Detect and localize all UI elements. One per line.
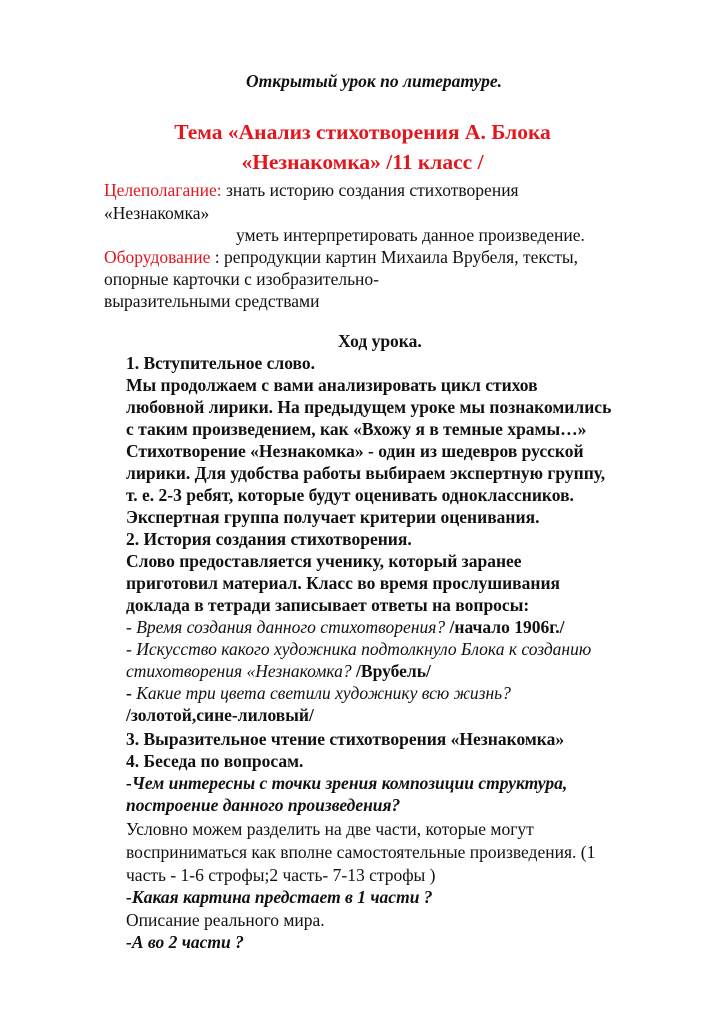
question-2-answer: /Врубель/ xyxy=(356,661,431,681)
goals-text-3: уметь интерпретировать данное произведение. xyxy=(236,225,585,245)
question-2-line-2 xyxy=(126,660,431,682)
section-4-title: 4. Беседа по вопросам. xyxy=(126,751,304,771)
section-2-line: Слово предоставляется ученику, который заранее xyxy=(126,551,522,571)
question-6: -А во 2 части ? xyxy=(126,932,244,952)
question-3-answer: /золотой,сине-лиловый/ xyxy=(126,705,314,725)
equipment-line-1 xyxy=(104,246,578,268)
equipment-text-3: выразительными средствами xyxy=(104,291,320,311)
answer-4-line: Условно можем разделить на две части, которые могут xyxy=(126,819,534,839)
section-1-title: 1. Вступительное слово. xyxy=(126,353,315,373)
goals-line-1 xyxy=(104,179,519,201)
equipment-text-2: опорные карточки с изобразительно- xyxy=(104,269,380,289)
question-1-text: - Время создания данного стихотворения? xyxy=(126,617,450,637)
goals-text-1: знать историю создания стихотворения xyxy=(221,180,519,200)
section-1-line: лирики. Для удобства работы выбираем экспертную группу, xyxy=(126,463,606,483)
question-4-line-1: -Чем интересны с точки зрения композиции структура, xyxy=(126,773,568,793)
page-title-line-1: Тема «Анализ стихотворения А. Блока xyxy=(174,120,551,144)
section-1-line: любовной лирики. На предыдущем уроке мы познакомились xyxy=(126,397,612,417)
page-title-line-2: «Незнакомка» /11 класс / xyxy=(241,150,484,174)
goals-text-2: «Незнакомка» xyxy=(104,203,210,223)
lesson-heading: Ход урока. xyxy=(338,331,422,351)
section-1-line: т. е. 2-3 ребят, которые будут оценивать одноклассников. xyxy=(126,485,574,505)
question-3 xyxy=(126,682,511,704)
answer-5: Описание реального мира. xyxy=(126,910,325,930)
section-3-title: 3. Выразительное чтение стихотворения «Незнакомка» xyxy=(126,729,565,749)
section-2-title: 2. История создания стихотворения. xyxy=(126,529,412,549)
question-4-line-2: построение данного произведения? xyxy=(126,795,401,815)
answer-4-line: часть - 1-6 строфы;2 часть- 7-13 строфы ) xyxy=(126,865,436,885)
question-2-line-1: - Искусство какого художника подтолкнуло Блока к созданию xyxy=(126,639,592,659)
question-1-answer: /начало 1906г./ xyxy=(449,617,565,637)
goals-label: Целеполагание: xyxy=(104,180,222,200)
answer-4-line: восприниматься как вполне самостоятельные произведения. (1 xyxy=(126,842,596,862)
section-1-line: с таким произведением, как «Вхожу я в темные храмы…» xyxy=(126,419,587,439)
question-2-text: стихотворения «Незнакомка? xyxy=(126,661,357,681)
section-1-line: Экспертная группа получает критерии оценивания. xyxy=(126,507,540,527)
question-3-text: Какие три цвета светили художнику всю жизнь? xyxy=(136,683,511,703)
section-1-line: Мы продолжаем с вами анализировать цикл стихов xyxy=(126,375,538,395)
lesson-subtitle: Открытый урок по литературе. xyxy=(246,71,502,91)
question-1 xyxy=(126,616,564,638)
section-2-line: приготовил материал. Класс во время прослушивания xyxy=(126,573,561,593)
question-3-dash: - xyxy=(126,683,137,703)
question-5: -Какая картина предстает в 1 части ? xyxy=(126,887,433,907)
equipment-text-1: : репродукции картин Михаила Врубеля, тексты, xyxy=(210,247,578,267)
section-2-line: доклада в тетради записывает ответы на вопросы: xyxy=(126,595,530,615)
section-1-line: Стихотворение «Незнакомка» - один из шедевров русской xyxy=(126,441,584,461)
equipment-label: Оборудование xyxy=(104,247,211,267)
